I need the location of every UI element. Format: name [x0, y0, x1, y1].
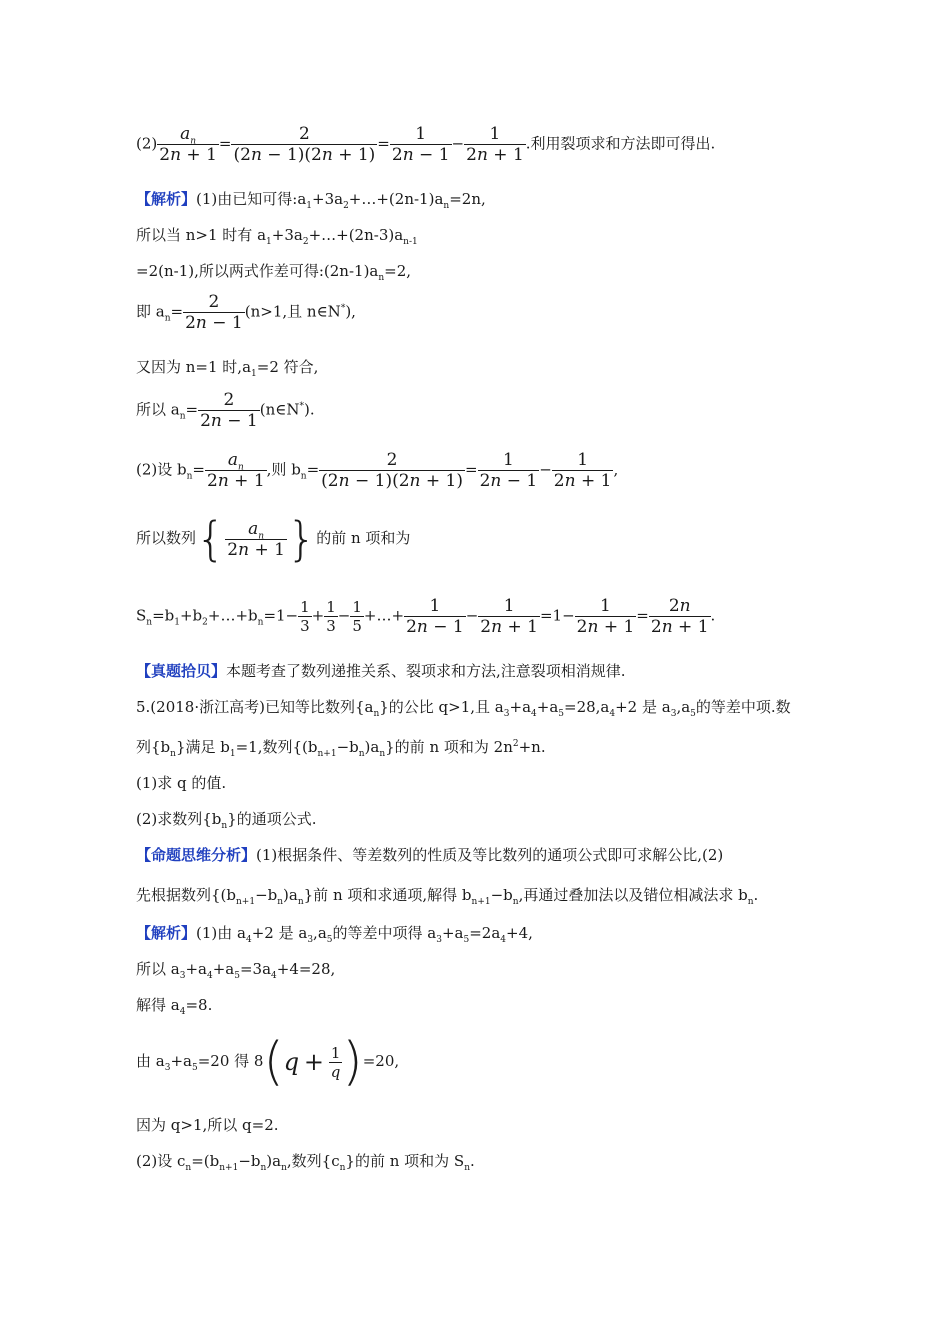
text: (1)求 q 的值.	[136, 774, 227, 792]
text-line: 所以当 n>1 时有 $a_1+3a_2+\dots+(2n-3)a_{n-1}$	[136, 226, 418, 247]
question-line: 列$\{b_n\}$满足 $b_1=1$,数列$\{(b_{n+1}-b_n)a_n\}$的前 n 项和为 $2n^2+n$.	[136, 738, 546, 759]
formula-line-1: (2) $\frac{a_n}{2n + 1}$ = $\frac{2}{(2n - 1)(2n + 1)}$ = $\frac{1}{2n - 1}$ − $\frac{1}{2n + 1}$ .利用裂项求和方法即可得出.	[136, 124, 716, 165]
text: 5.(2018·浙江高考)已知等比数列{a	[136, 698, 374, 716]
text: (1)由已知可得:a	[196, 190, 307, 208]
text: (2)求数列{b	[136, 810, 222, 828]
text: 因为 q>1,所以 q=2.	[136, 1116, 279, 1134]
text: .利用裂项求和方法即可得出.	[525, 134, 716, 153]
text: (n>1,且 n∈N	[244, 302, 341, 321]
text-line	[136, 662, 626, 680]
text-line: 所以 $a_3+a_4+a_5=3a_4+4=28$,	[136, 960, 336, 981]
text: 解得 a	[136, 996, 180, 1014]
fraction: $\frac{1}{2n - 1}$	[479, 450, 538, 491]
text: 所以 a	[136, 400, 180, 419]
fraction: $\frac{1}{5}$	[352, 598, 362, 635]
fraction: $\frac{2}{2n - 1}$	[185, 292, 243, 333]
text: =2(n-1),所以两式作差可得:(2n-1)a	[136, 262, 379, 280]
fraction: $\frac{1}{2n + 1}$	[466, 124, 524, 165]
text: 列{b	[136, 738, 171, 756]
text: 本题考查了数列递推关系、裂项求和方法,注意裂项相消规律.	[226, 662, 626, 680]
fraction: $\frac{2}{(2n - 1)(2n + 1)}$	[321, 450, 463, 491]
text: 所以数列	[136, 529, 197, 547]
text: (2)设 b	[136, 460, 187, 479]
fraction: $\frac{1}{3}$	[326, 598, 336, 635]
solution-line: 【解析】(1)由 $a_4+2$ 是 $a_3,a_5$的等差中项得 $a_3+a_5=2a_4+4$,	[136, 924, 533, 945]
text: 的前 n 项和为	[316, 529, 411, 547]
text: 先根据数列{(b	[136, 886, 236, 904]
text: 即 a	[136, 302, 165, 321]
analysis-line	[136, 846, 723, 864]
solution-tag: 【解析】	[136, 924, 197, 942]
formula-line: 即 $a_n=$ $\frac{2}{2n - 1}$ (n>1,且 n∈N*),	[136, 292, 356, 333]
analysis-line: 先根据数列$\{(b_{n+1}-b_n)a_n\}$前 n 项和求通项,解得 $b_{n+1}-b_n$,再通过叠加法以及错位相减法求 $b_n$.	[136, 886, 759, 907]
text: (1)由 a	[196, 924, 246, 942]
text: 所以当 n>1 时有 a	[136, 226, 267, 244]
fraction: $\frac{2}{2n - 1}$	[200, 390, 258, 431]
fraction: $\frac{1}{3}$	[300, 598, 310, 635]
fraction: $\frac{1}{2n - 1}$	[406, 596, 464, 637]
text: 所以 a	[136, 960, 180, 978]
text-line: (2)设 $c_n=(b_{n+1}-b_n)a_n$,数列$\{c_n\}$的前 n 项和为 $S_n$.	[136, 1152, 475, 1173]
fraction: $\frac{a_n}{2n + 1}$	[159, 124, 217, 165]
question-line: 5.(2018·浙江高考)已知等比数列$\{a_n\}$的公比 q>1,且 $a_3+a_4+a_5=28,a_4+2$ 是 $a_3,a_5$的等差中项.数	[136, 698, 791, 719]
text: 又因为 n=1 时,a	[136, 358, 252, 376]
fraction: $\frac{2}{(2n - 1)(2n + 1)}$	[233, 124, 376, 165]
solution-tag: 【解析】	[136, 190, 197, 208]
formula-line: 由 $a_3+a_5=20$ 得 8(q + $\frac{1}{q}$ )=20,	[136, 1032, 400, 1092]
text: (1)根据条件、等差数列的性质及等比数列的通项公式即可求解公比,(2)	[256, 846, 724, 864]
text: (2)设 c	[136, 1152, 186, 1170]
formula-line: $S_n=b_1+b_2+\dots+b_n=1-$ $\frac{1}{3}$ + $\frac{1}{3}$ − $\frac{1}{5}$ +…+ $\frac{1}{2n - 1}$ − $\frac{1}{2n + 1}$ =1− $\frac{1}{2n + 1}$ = $\frac{2n}{2n + 1}$ .	[136, 596, 716, 637]
formula-line: 所以数列{ $\frac{a_n}{2n + 1}$ }的前 n 项和为	[136, 512, 411, 566]
question-line: (2)求数列$\{b_n\}$的通项公式.	[136, 810, 317, 831]
fraction: $\frac{1}{2n + 1}$	[480, 596, 538, 637]
solution-line: 【解析】(1)由已知可得$:a_1+3a_2+\dots+(2n-1)a_n=2n$,	[136, 190, 486, 211]
fraction: $\frac{a_n}{2n + 1}$	[207, 450, 265, 491]
text-line: 又因为 n=1 时$,a_1=2$ 符合,	[136, 358, 319, 379]
text-line: =2(n-1),所以两式作差可得$:(2n-1)a_n=2$,	[136, 262, 412, 283]
formula-line: (2)设 $b_n=$ $\frac{a_n}{2n + 1}$ ,则 $b_n=$ $\frac{2}{(2n - 1)(2n + 1)}$ = $\frac{1}{2n - 1}$ − $\frac{1}{2n + 1}$ ,	[136, 450, 619, 491]
question-line	[136, 774, 226, 792]
text: 由 a	[136, 1052, 165, 1070]
fraction: $\frac{1}{2n - 1}$	[391, 124, 450, 165]
analysis-tag: 【命题思维分析】	[136, 846, 257, 864]
fraction: $\frac{1}{2n + 1}$	[576, 596, 635, 637]
fraction: $\frac{a_n}{2n + 1}$	[227, 518, 285, 560]
fraction: $\frac{2n}{2n + 1}$	[650, 596, 709, 637]
fraction: $\frac{1}{2n + 1}$	[553, 450, 612, 491]
formula-line: 所以 $a_n=$ $\frac{2}{2n - 1}$ (n∈N*).	[136, 390, 315, 431]
text-line	[136, 1116, 279, 1134]
text-line: 解得 $a_4=8$.	[136, 996, 213, 1017]
fraction: $\frac{1}{q}$	[330, 1043, 341, 1081]
review-tag: 【真题拾贝】	[136, 662, 227, 680]
